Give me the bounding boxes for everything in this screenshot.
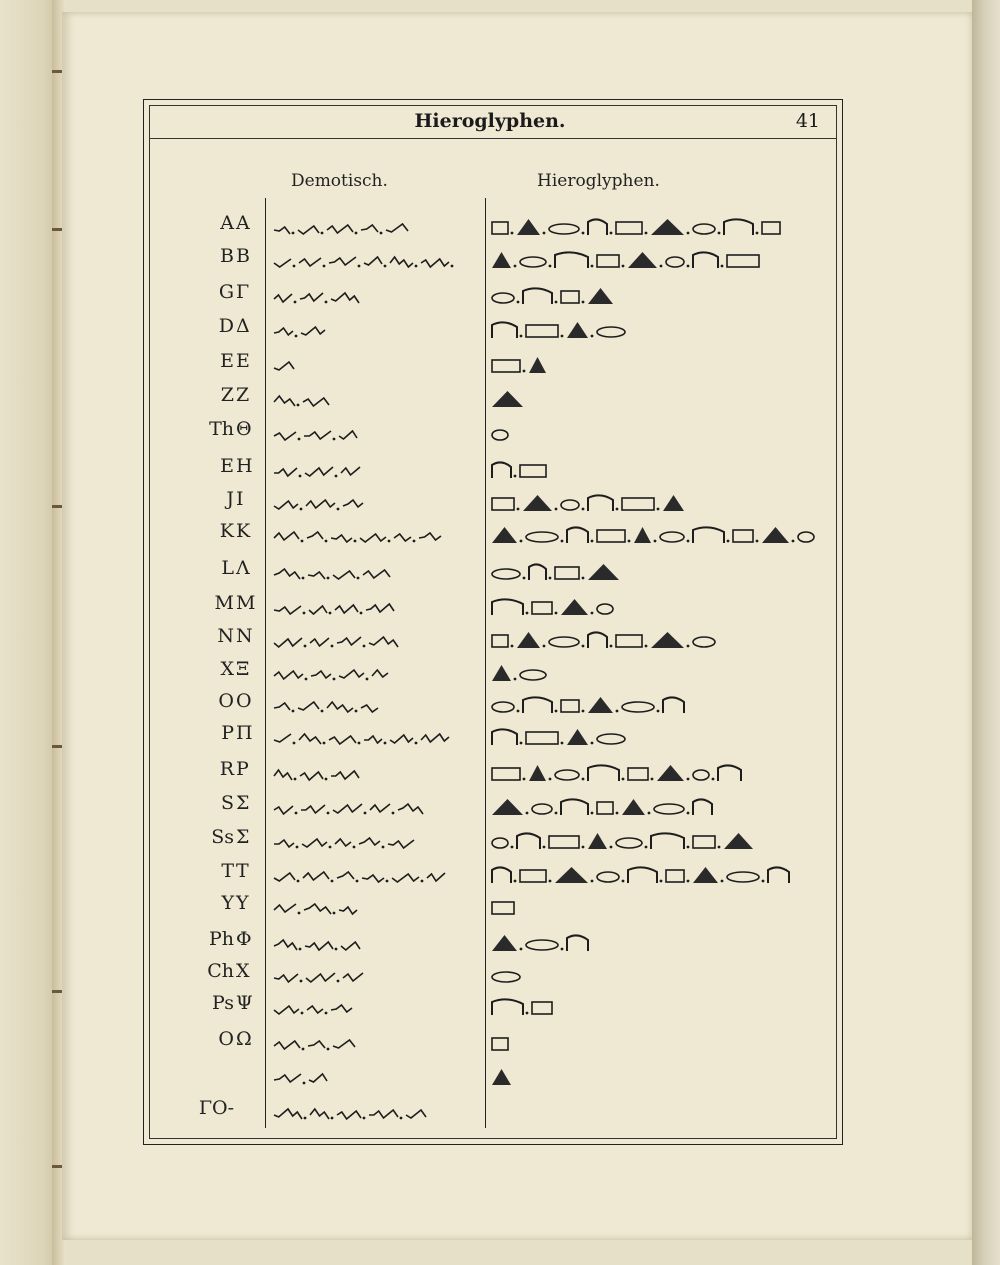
demotic-signs [272, 561, 477, 583]
latin-letter: P [221, 722, 234, 744]
hieroglyphic-signs [490, 1066, 830, 1088]
latin-letter: E [220, 350, 234, 372]
demotic-signs [272, 596, 477, 618]
demotic-signs [272, 1032, 477, 1054]
latin-letter: Y [221, 892, 234, 914]
latin-letter: Ps [211, 992, 234, 1014]
hieroglyphic-signs [490, 249, 830, 271]
greek-letter: X [236, 960, 250, 982]
hieroglyphic-signs [490, 662, 830, 684]
table-row [150, 455, 830, 485]
latin-letter: J [226, 488, 234, 510]
hieroglyphic-signs [490, 524, 830, 546]
running-title: Hieroglyphen. [414, 110, 566, 132]
table-row [150, 245, 830, 275]
binding-stitch [52, 745, 62, 748]
demotic-signs [272, 996, 477, 1018]
binding-stitch [52, 70, 62, 73]
greek-letter: P [236, 758, 249, 780]
greek-letter: Π [236, 722, 253, 744]
demotic-signs [272, 459, 477, 481]
greek-letter: B [236, 245, 250, 267]
latin-letter: K [219, 520, 234, 542]
greek-letter: E [236, 350, 250, 372]
greek-letter: M [236, 592, 256, 614]
demotic-signs [272, 629, 477, 651]
hieroglyphic-signs [490, 354, 830, 376]
table-row [150, 992, 830, 1022]
greek-letter: O [236, 690, 252, 712]
binding-stitch [52, 1165, 62, 1168]
demotic-signs [272, 796, 477, 818]
latin-letter: G [218, 281, 234, 303]
demotic-signs [272, 1066, 477, 1088]
hieroglyphic-signs [490, 996, 830, 1018]
hieroglyphic-signs [490, 830, 830, 852]
table-row [150, 315, 830, 345]
demotic-signs [272, 492, 477, 514]
latin-letter: R [219, 758, 234, 780]
table-row [150, 418, 830, 448]
hieroglyphic-signs [490, 796, 830, 818]
greek-letter: H [236, 455, 253, 477]
table-row [150, 928, 830, 958]
hieroglyphic-signs [490, 216, 830, 238]
greek-letter: Ψ [236, 992, 253, 1014]
latin-letter: X [220, 658, 234, 680]
latin-letter: M [214, 592, 234, 614]
table-row [150, 1062, 830, 1092]
latin-letter: Ss [211, 826, 234, 848]
hieroglyphic-signs [490, 285, 830, 307]
demotic-signs [272, 249, 477, 271]
demotic-signs [272, 964, 477, 986]
demotic-signs [272, 216, 477, 238]
hieroglyphic-signs [490, 864, 830, 886]
hieroglyphic-signs [490, 422, 830, 444]
latin-letter: O [218, 690, 234, 712]
hieroglyphic-signs [490, 896, 830, 918]
demotic-signs [272, 354, 477, 376]
hieroglyphic-signs [490, 694, 830, 716]
demotic-signs [272, 864, 477, 886]
hieroglyphic-signs [490, 1032, 830, 1054]
greek-letter: Y [236, 892, 249, 914]
latin-letter: A [220, 212, 234, 234]
page-fore-edge [972, 0, 1000, 1265]
binding-stitch [52, 228, 62, 231]
latin-letter: Th [209, 418, 234, 440]
hieroglyphic-signs [490, 726, 830, 748]
table-row [150, 281, 830, 311]
latin-letter: O [218, 1028, 234, 1050]
table-row [150, 1028, 830, 1058]
table-row [150, 625, 830, 655]
latin-letter: Ph [208, 928, 234, 950]
demotic-signs [272, 662, 477, 684]
page-number: 41 [795, 110, 820, 132]
demotic-signs [272, 1101, 477, 1123]
binding-stitch [52, 990, 62, 993]
table-row [150, 520, 830, 550]
table-row [150, 758, 830, 788]
table-row [150, 592, 830, 622]
latin-letter: E [220, 455, 234, 477]
table-row [150, 826, 830, 856]
demotic-signs [272, 422, 477, 444]
table-row [150, 960, 830, 990]
hieroglyphic-signs [490, 459, 830, 481]
greek-letter: Ω [236, 1028, 252, 1050]
latin-letter: L [221, 557, 234, 579]
greek-letter: Φ [236, 928, 252, 950]
table-row [150, 792, 830, 822]
table-row [150, 488, 830, 518]
latin-letter: Ch [207, 960, 234, 982]
column-header-hieroglyphic: Hieroglyphen. [537, 171, 660, 191]
greek-letter: I [236, 488, 244, 510]
demotic-signs [272, 524, 477, 546]
table-row [150, 658, 830, 688]
demotic-signs [272, 285, 477, 307]
latin-letter: D [218, 315, 234, 337]
hieroglyphic-signs [490, 388, 830, 410]
hieroglyphic-signs [490, 596, 830, 618]
greek-letter: Z [236, 384, 250, 406]
table-row [150, 690, 830, 720]
latin-letter: Z [220, 384, 234, 406]
demotic-signs [272, 762, 477, 784]
hieroglyphic-signs [490, 964, 830, 986]
greek-letter: Θ [236, 418, 252, 440]
table-row [150, 557, 830, 587]
demotic-signs [272, 319, 477, 341]
latin-letter: ΓΟ- [198, 1097, 234, 1119]
demotic-signs [272, 932, 477, 954]
demotic-signs [272, 830, 477, 852]
table-row [150, 722, 830, 752]
binding-stitch [52, 505, 62, 508]
hieroglyphic-signs [490, 492, 830, 514]
hieroglyphic-signs [490, 932, 830, 954]
latin-letter: N [217, 625, 234, 647]
greek-letter: Σ [236, 792, 250, 814]
demotic-signs [272, 694, 477, 716]
greek-letter: Λ [236, 557, 250, 579]
latin-letter: S [220, 792, 234, 814]
latin-letter: B [220, 245, 234, 267]
table-row [150, 384, 830, 414]
table-row [150, 892, 830, 922]
table-row [150, 1097, 830, 1127]
hieroglyphic-signs [490, 629, 830, 651]
demotic-signs [272, 388, 477, 410]
greek-letter: Ξ [236, 658, 250, 680]
greek-letter: K [236, 520, 251, 542]
hieroglyphic-signs [490, 319, 830, 341]
table-row [150, 860, 830, 890]
greek-letter: Σ [236, 826, 250, 848]
greek-letter: Δ [236, 315, 250, 337]
greek-letter: T [236, 860, 249, 882]
header-rule [149, 138, 837, 139]
column-header-demotic: Demotisch. [291, 171, 388, 191]
greek-letter: A [236, 212, 250, 234]
demotic-signs [272, 896, 477, 918]
table-row [150, 350, 830, 380]
hieroglyphic-signs [490, 762, 830, 784]
hieroglyphic-signs [490, 561, 830, 583]
greek-letter: N [236, 625, 253, 647]
table-row [150, 212, 830, 242]
greek-letter: Γ [236, 281, 250, 303]
latin-letter: T [221, 860, 234, 882]
demotic-signs [272, 726, 477, 748]
